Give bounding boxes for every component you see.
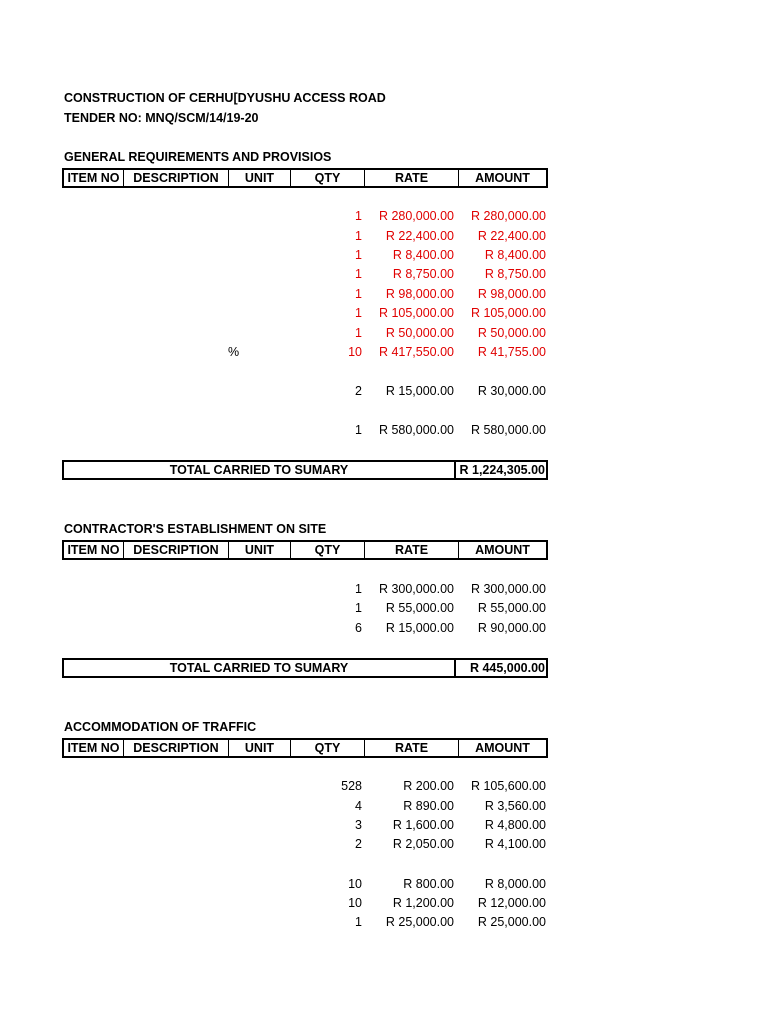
total-value: R 445,000.00 (469, 661, 545, 675)
row-rate: R 890.00 (403, 799, 454, 813)
row-amount: R 90,000.00 (477, 621, 546, 635)
row-qty: 1 (355, 915, 362, 929)
row-unit: % (228, 345, 240, 359)
col-description: DESCRIPTION (124, 170, 229, 186)
row-rate: R 1,200.00 (392, 896, 454, 910)
section-title-traffic: ACCOMMODATION OF TRAFFIC (64, 720, 257, 734)
row-rate: R 50,000.00 (385, 326, 454, 340)
row-rate: R 105,000.00 (378, 306, 454, 320)
row-amount: R 8,750.00 (484, 267, 546, 281)
row-qty: 1 (355, 267, 362, 281)
row-rate: R 280,000.00 (378, 209, 454, 223)
row-rate: R 8,400.00 (392, 248, 454, 262)
col-description: DESCRIPTION (124, 740, 229, 756)
table-row (62, 265, 548, 283)
col-item-no: ITEM NO (64, 542, 124, 558)
table-row (62, 913, 548, 931)
total-row-general (62, 460, 548, 480)
table-row (62, 382, 548, 400)
table-row (62, 835, 548, 853)
row-amount: R 8,400.00 (484, 248, 546, 262)
table-row (62, 875, 548, 893)
row-rate: R 15,000.00 (385, 621, 454, 635)
table-row (62, 619, 548, 637)
row-rate: R 15,000.00 (385, 384, 454, 398)
col-qty: QTY (291, 542, 365, 558)
table-row (62, 246, 548, 264)
row-rate: R 2,050.00 (392, 837, 454, 851)
section-title-establishment: CONTRACTOR'S ESTABLISHMENT ON SITE (64, 522, 327, 536)
table-header-traffic (62, 738, 548, 758)
total-row-establishment (62, 658, 548, 678)
table-row (62, 304, 548, 322)
row-amount: R 105,000.00 (470, 306, 546, 320)
row-rate: R 1,600.00 (392, 818, 454, 832)
col-rate: RATE (365, 170, 459, 186)
row-qty: 10 (348, 896, 362, 910)
row-rate: R 55,000.00 (385, 601, 454, 615)
total-label: TOTAL CARRIED TO SUMARY (64, 660, 456, 676)
row-rate: R 8,750.00 (392, 267, 454, 281)
table-row (62, 580, 548, 598)
col-unit: UNIT (229, 740, 291, 756)
row-rate: R 200.00 (403, 779, 454, 793)
table-header-general (62, 168, 548, 188)
row-rate: R 22,400.00 (385, 229, 454, 243)
table-row (62, 599, 548, 617)
row-qty: 6 (355, 621, 362, 635)
col-description: DESCRIPTION (124, 542, 229, 558)
row-amount: R 8,000.00 (484, 877, 546, 891)
row-amount: R 12,000.00 (477, 896, 546, 910)
row-qty: 10 (348, 877, 362, 891)
row-qty: 1 (355, 229, 362, 243)
row-amount: R 3,560.00 (484, 799, 546, 813)
row-rate: R 580,000.00 (378, 423, 454, 437)
table-row (62, 797, 548, 815)
table-row (62, 324, 548, 342)
row-rate: R 98,000.00 (385, 287, 454, 301)
row-qty: 1 (355, 601, 362, 615)
row-rate: R 800.00 (403, 877, 454, 891)
table-row (62, 343, 548, 361)
col-qty: QTY (291, 170, 365, 186)
row-amount: R 55,000.00 (477, 601, 546, 615)
table-row (62, 421, 548, 439)
col-amount: AMOUNT (475, 741, 530, 755)
row-qty: 1 (355, 326, 362, 340)
row-amount: R 4,800.00 (484, 818, 546, 832)
row-amount: R 25,000.00 (477, 915, 546, 929)
row-rate: R 300,000.00 (378, 582, 454, 596)
table-row (62, 816, 548, 834)
table-row (62, 894, 548, 912)
col-item-no: ITEM NO (64, 170, 124, 186)
row-rate: R 417,550.00 (378, 345, 454, 359)
row-qty: 1 (355, 306, 362, 320)
col-rate: RATE (365, 740, 459, 756)
col-unit: UNIT (229, 542, 291, 558)
row-qty: 4 (355, 799, 362, 813)
row-qty: 1 (355, 423, 362, 437)
row-qty: 2 (355, 384, 362, 398)
col-unit: UNIT (229, 170, 291, 186)
table-row (62, 207, 548, 225)
row-rate: R 25,000.00 (385, 915, 454, 929)
total-label: TOTAL CARRIED TO SUMARY (64, 462, 456, 478)
row-qty: 1 (355, 582, 362, 596)
row-qty: 1 (355, 209, 362, 223)
row-qty: 1 (355, 248, 362, 262)
row-qty: 1 (355, 287, 362, 301)
col-amount: AMOUNT (475, 171, 530, 185)
table-row (62, 285, 548, 303)
table-row (62, 777, 548, 795)
row-amount: R 41,755.00 (477, 345, 546, 359)
col-item-no: ITEM NO (64, 740, 124, 756)
row-amount: R 280,000.00 (470, 209, 546, 223)
total-value: R 1,224,305.00 (459, 463, 545, 477)
row-qty: 528 (341, 779, 362, 793)
row-amount: R 30,000.00 (477, 384, 546, 398)
row-qty: 3 (355, 818, 362, 832)
section-title-general: GENERAL REQUIREMENTS AND PROVISIOS (64, 150, 332, 164)
col-qty: QTY (291, 740, 365, 756)
row-amount: R 98,000.00 (477, 287, 546, 301)
row-amount: R 105,600.00 (470, 779, 546, 793)
table-row (62, 227, 548, 245)
row-amount: R 22,400.00 (477, 229, 546, 243)
tender-number: TENDER NO: MNQ/SCM/14/19-20 (64, 111, 259, 125)
col-rate: RATE (365, 542, 459, 558)
row-qty: 2 (355, 837, 362, 851)
document-title: CONSTRUCTION OF CERHU[DYUSHU ACCESS ROAD (64, 91, 386, 105)
row-amount: R 300,000.00 (470, 582, 546, 596)
row-amount: R 580,000.00 (470, 423, 546, 437)
row-amount: R 4,100.00 (484, 837, 546, 851)
table-header-establishment (62, 540, 548, 560)
row-qty: 10 (348, 345, 362, 359)
col-amount: AMOUNT (475, 543, 530, 557)
row-amount: R 50,000.00 (477, 326, 546, 340)
